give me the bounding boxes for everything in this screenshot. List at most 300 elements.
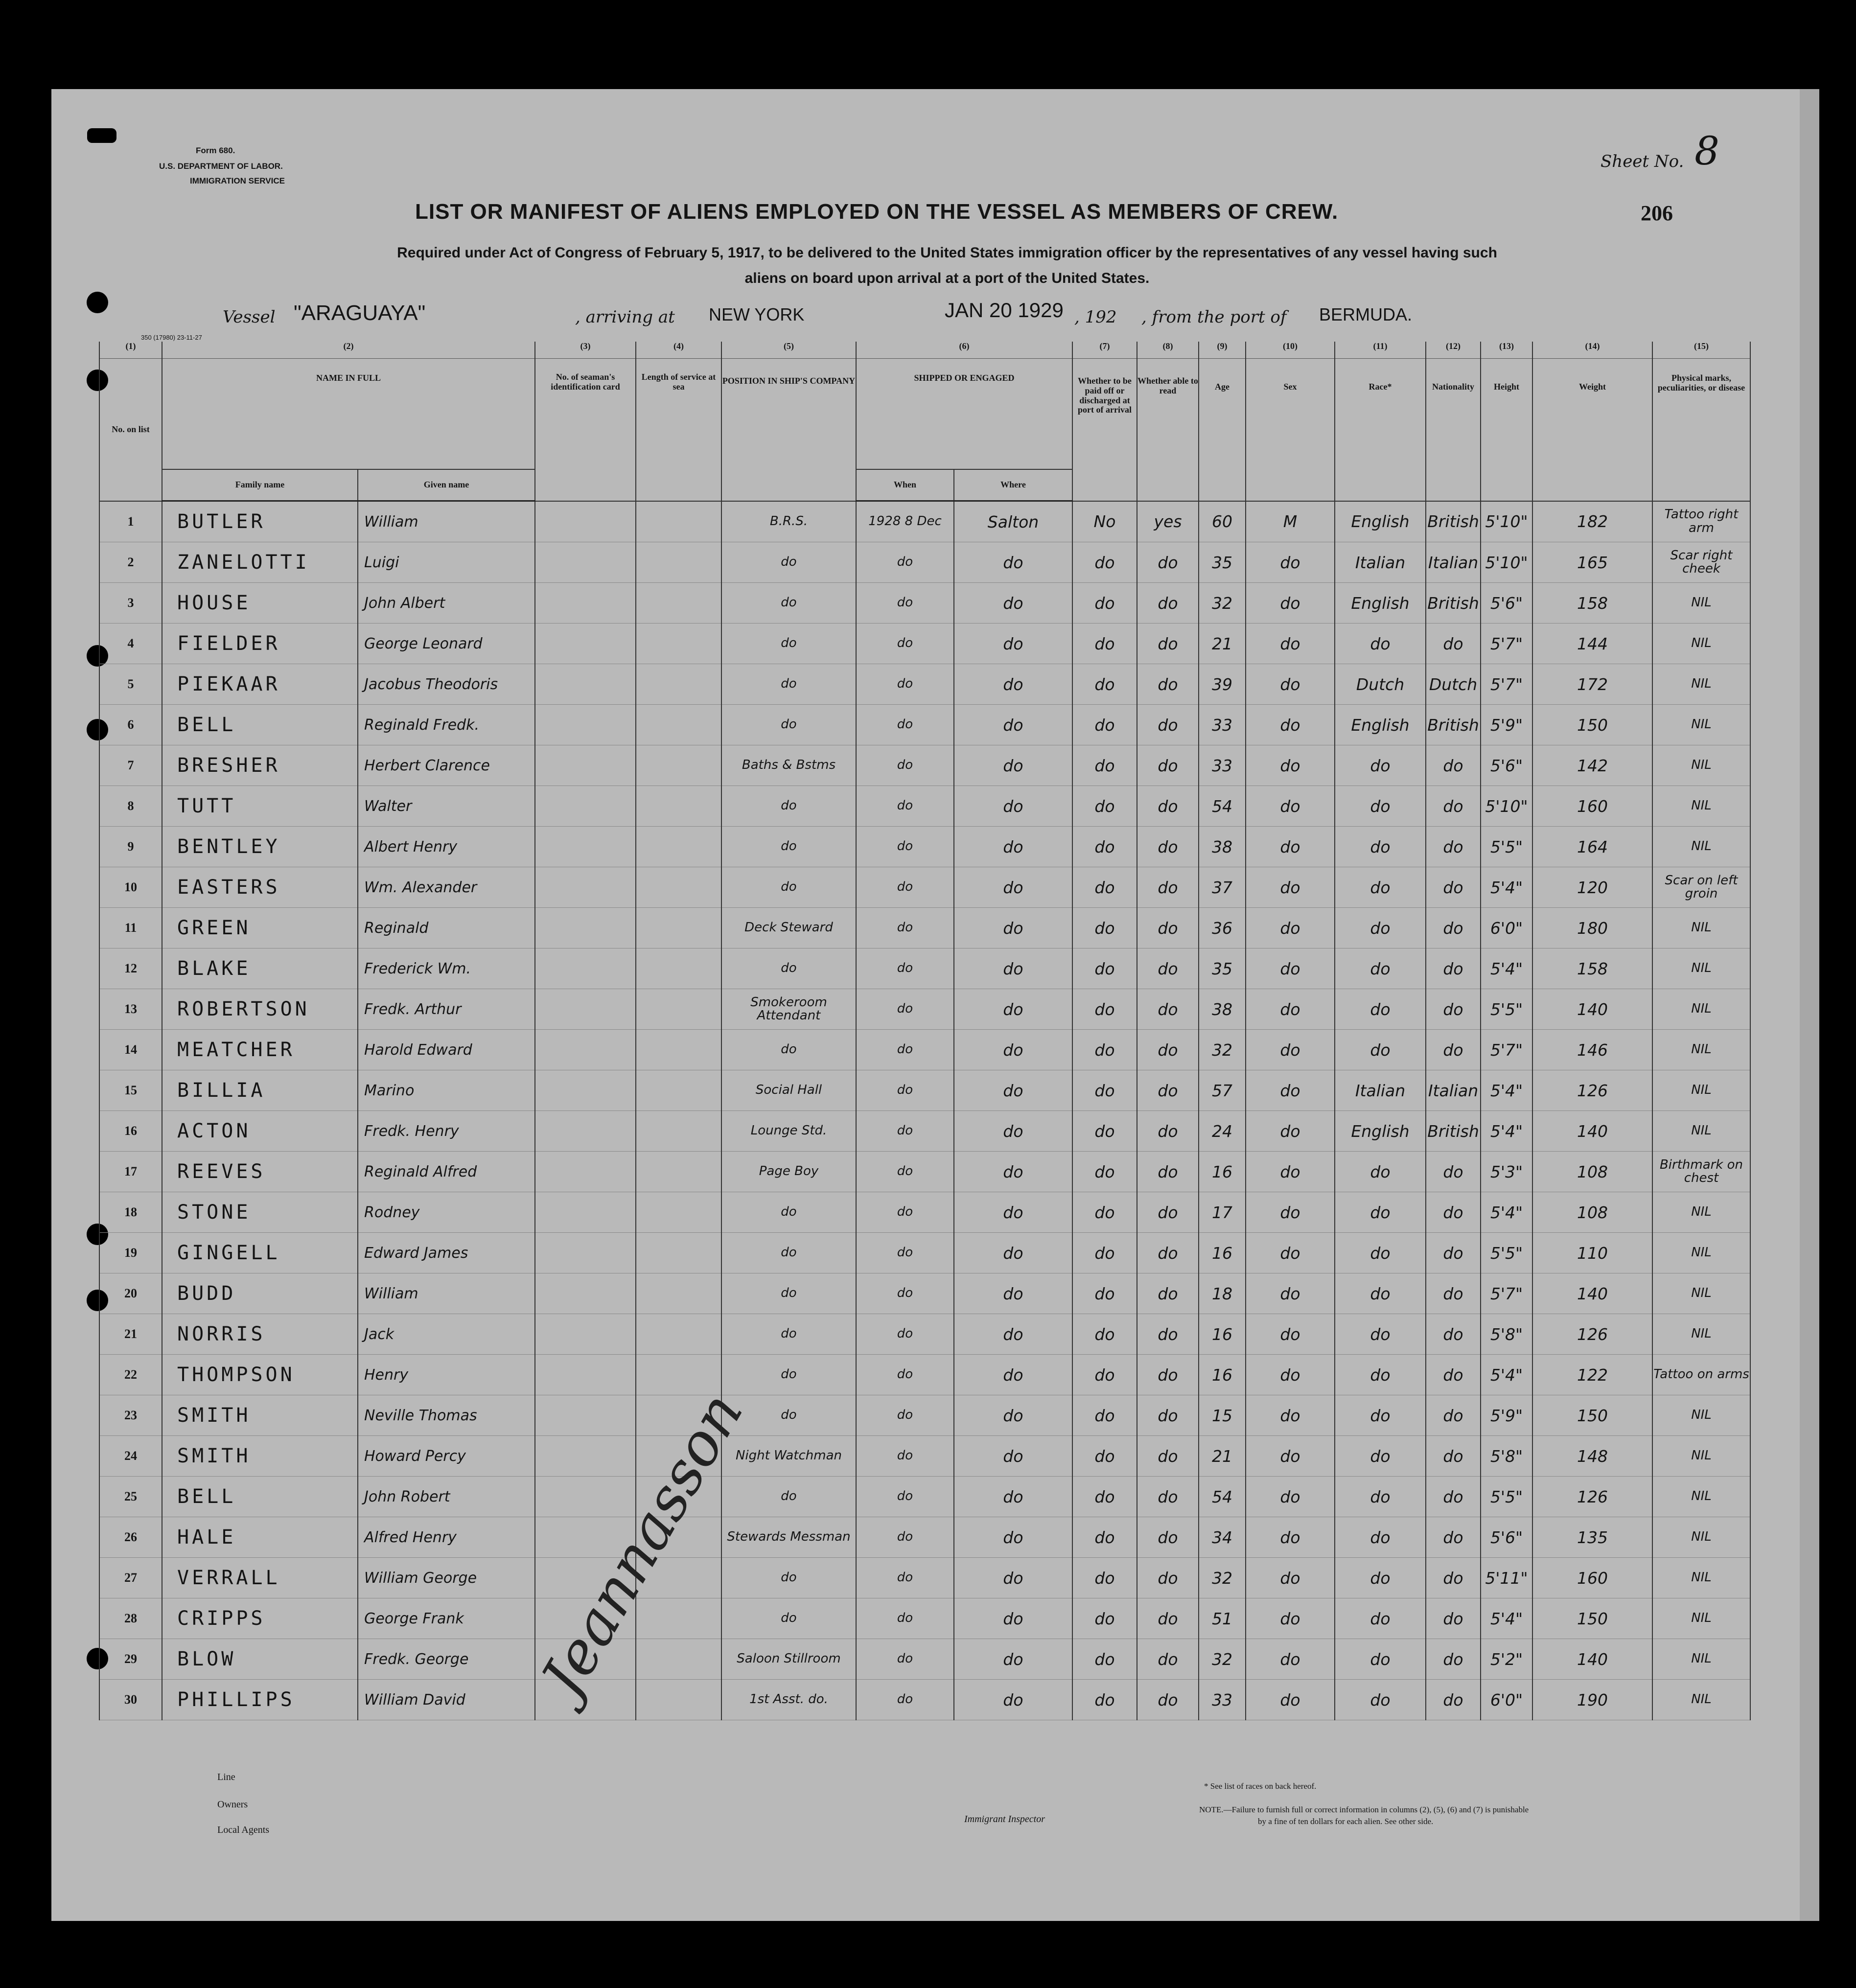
cell-position: B.R.S. bbox=[721, 501, 856, 542]
cell-service-length bbox=[636, 1030, 721, 1070]
cell-family-name: BLAKE bbox=[162, 948, 358, 989]
cell-race: do bbox=[1335, 1477, 1426, 1517]
cell-paid-off: do bbox=[1072, 1111, 1137, 1152]
cell-weight: 165 bbox=[1532, 542, 1652, 583]
cell-shipped-where: do bbox=[954, 624, 1072, 664]
cell-shipped-where: do bbox=[954, 827, 1072, 867]
cell-position: do bbox=[721, 948, 856, 989]
cell-given-name: Albert Henry bbox=[358, 827, 535, 867]
cell-given-name: William George bbox=[358, 1558, 535, 1598]
cell-shipped-when: do bbox=[856, 624, 954, 664]
cell-id-card bbox=[535, 1436, 636, 1477]
cell-race: do bbox=[1335, 908, 1426, 948]
cell-id-card bbox=[535, 1070, 636, 1111]
cell-weight: 142 bbox=[1532, 745, 1652, 786]
cell-able-to-read: do bbox=[1137, 908, 1199, 948]
cell-nationality: do bbox=[1426, 1639, 1481, 1680]
cell-given-name: William David bbox=[358, 1680, 535, 1720]
cell-shipped-when: do bbox=[856, 664, 954, 705]
cell-service-length bbox=[636, 1192, 721, 1233]
cell-age: 33 bbox=[1199, 705, 1246, 745]
cell-race: do bbox=[1335, 1273, 1426, 1314]
cell-height: 5'7" bbox=[1481, 1273, 1532, 1314]
cell-physical-marks: NIL bbox=[1652, 583, 1750, 624]
cell-service-length bbox=[636, 664, 721, 705]
cell-sex: do bbox=[1246, 583, 1335, 624]
colnum: (10) bbox=[1246, 342, 1335, 359]
cell-height: 5'4" bbox=[1481, 867, 1532, 908]
cell-position: Social Hall bbox=[721, 1070, 856, 1111]
cell-weight: 135 bbox=[1532, 1517, 1652, 1558]
requirement-line-1: Required under Act of Congress of February 5, 1917, to be delivered to the United States immigration officer by the representatives of any vessel having such bbox=[397, 245, 1497, 261]
cell-row-number: 24 bbox=[99, 1436, 162, 1477]
cell-nationality: do bbox=[1426, 786, 1481, 827]
cell-physical-marks: NIL bbox=[1652, 948, 1750, 989]
cell-shipped-when: do bbox=[856, 827, 954, 867]
col-header-service-length: Length of service at sea bbox=[636, 359, 721, 501]
cell-nationality: do bbox=[1426, 745, 1481, 786]
cell-family-name: PIEKAAR bbox=[162, 664, 358, 705]
cell-id-card bbox=[535, 827, 636, 867]
cell-weight: 120 bbox=[1532, 867, 1652, 908]
cell-paid-off: do bbox=[1072, 1598, 1137, 1639]
cell-age: 32 bbox=[1199, 583, 1246, 624]
header-row bbox=[99, 359, 1750, 470]
cell-age: 16 bbox=[1199, 1233, 1246, 1273]
col-header-sex: Sex bbox=[1246, 359, 1335, 501]
cell-row-number: 19 bbox=[99, 1233, 162, 1273]
cell-paid-off: do bbox=[1072, 1680, 1137, 1720]
table-row bbox=[99, 1355, 1750, 1395]
colnum: (6) bbox=[856, 342, 1072, 359]
cell-given-name: John Robert bbox=[358, 1477, 535, 1517]
cell-given-name: Edward James bbox=[358, 1233, 535, 1273]
cell-id-card bbox=[535, 1111, 636, 1152]
colnum: (2) bbox=[162, 342, 535, 359]
table-row bbox=[99, 745, 1750, 786]
cell-weight: 160 bbox=[1532, 1558, 1652, 1598]
cell-given-name: George Frank bbox=[358, 1598, 535, 1639]
cell-age: 38 bbox=[1199, 989, 1246, 1030]
cell-sex: do bbox=[1246, 1070, 1335, 1111]
cell-sex: do bbox=[1246, 867, 1335, 908]
cell-row-number: 12 bbox=[99, 948, 162, 989]
cell-sex: do bbox=[1246, 1395, 1335, 1436]
cell-nationality: Dutch bbox=[1426, 664, 1481, 705]
cell-able-to-read: do bbox=[1137, 1111, 1199, 1152]
service-name: IMMIGRATION SERVICE bbox=[190, 176, 285, 185]
table-row bbox=[99, 1152, 1750, 1192]
cell-age: 54 bbox=[1199, 1477, 1246, 1517]
cell-sex: do bbox=[1246, 1233, 1335, 1273]
cell-height: 5'4" bbox=[1481, 1070, 1532, 1111]
cell-sex: do bbox=[1246, 542, 1335, 583]
cell-physical-marks: NIL bbox=[1652, 745, 1750, 786]
table-row bbox=[99, 1395, 1750, 1436]
cell-shipped-where: do bbox=[954, 1233, 1072, 1273]
table-row bbox=[99, 1477, 1750, 1517]
table-row bbox=[99, 624, 1750, 664]
cell-shipped-where: do bbox=[954, 1152, 1072, 1192]
colnum: (4) bbox=[636, 342, 721, 359]
cell-position: do bbox=[721, 583, 856, 624]
cell-sex: do bbox=[1246, 786, 1335, 827]
cell-family-name: STONE bbox=[162, 1192, 358, 1233]
cell-position: Deck Steward bbox=[721, 908, 856, 948]
cell-race: English bbox=[1335, 1111, 1426, 1152]
cell-weight: 150 bbox=[1532, 705, 1652, 745]
cell-row-number: 27 bbox=[99, 1558, 162, 1598]
table-row bbox=[99, 1680, 1750, 1720]
cell-able-to-read: do bbox=[1137, 827, 1199, 867]
cell-weight: 140 bbox=[1532, 1639, 1652, 1680]
page-title: LIST OR MANIFEST OF ALIENS EMPLOYED ON THE VESSEL AS MEMBERS OF CREW. bbox=[415, 200, 1339, 224]
cell-family-name: BUTLER bbox=[162, 501, 358, 542]
cell-race: do bbox=[1335, 827, 1426, 867]
cell-height: 5'4" bbox=[1481, 1355, 1532, 1395]
cell-able-to-read: do bbox=[1137, 1436, 1199, 1477]
cell-physical-marks: NIL bbox=[1652, 705, 1750, 745]
cell-race: do bbox=[1335, 1355, 1426, 1395]
cell-age: 16 bbox=[1199, 1152, 1246, 1192]
cell-shipped-when: do bbox=[856, 989, 954, 1030]
cell-height: 5'10" bbox=[1481, 501, 1532, 542]
cell-row-number: 3 bbox=[99, 583, 162, 624]
cell-sex: do bbox=[1246, 1355, 1335, 1395]
cell-height: 5'4" bbox=[1481, 1111, 1532, 1152]
cell-race: do bbox=[1335, 1192, 1426, 1233]
cell-height: 5'8" bbox=[1481, 1436, 1532, 1477]
cell-id-card bbox=[535, 501, 636, 542]
cell-height: 6'0" bbox=[1481, 908, 1532, 948]
cell-shipped-where: do bbox=[954, 1477, 1072, 1517]
cell-age: 16 bbox=[1199, 1355, 1246, 1395]
cell-nationality: do bbox=[1426, 1314, 1481, 1355]
cell-shipped-when: do bbox=[856, 1152, 954, 1192]
table-row bbox=[99, 1436, 1750, 1477]
cell-shipped-where: do bbox=[954, 542, 1072, 583]
colnum: (8) bbox=[1137, 342, 1199, 359]
col-header-given-name: Given name bbox=[358, 469, 535, 501]
cell-age: 17 bbox=[1199, 1192, 1246, 1233]
cell-family-name: BENTLEY bbox=[162, 827, 358, 867]
cell-shipped-where: do bbox=[954, 1192, 1072, 1233]
cell-shipped-where: do bbox=[954, 1680, 1072, 1720]
cell-family-name: BILLIA bbox=[162, 1070, 358, 1111]
vessel-label: Vessel bbox=[223, 307, 276, 327]
cell-position: do bbox=[721, 1030, 856, 1070]
cell-physical-marks: NIL bbox=[1652, 1436, 1750, 1477]
cell-nationality: do bbox=[1426, 1192, 1481, 1233]
cell-id-card bbox=[535, 542, 636, 583]
cell-service-length bbox=[636, 583, 721, 624]
cell-nationality: do bbox=[1426, 867, 1481, 908]
cell-family-name: BELL bbox=[162, 705, 358, 745]
cell-family-name: ZANELOTTI bbox=[162, 542, 358, 583]
cell-given-name: Fredk. Arthur bbox=[358, 989, 535, 1030]
cell-height: 5'7" bbox=[1481, 624, 1532, 664]
cell-sex: do bbox=[1246, 1436, 1335, 1477]
cell-weight: 126 bbox=[1532, 1477, 1652, 1517]
cell-shipped-when: do bbox=[856, 1517, 954, 1558]
cell-shipped-when: do bbox=[856, 1395, 954, 1436]
cell-race: do bbox=[1335, 624, 1426, 664]
cell-family-name: SMITH bbox=[162, 1436, 358, 1477]
cell-nationality: Italian bbox=[1426, 1070, 1481, 1111]
cell-service-length bbox=[636, 542, 721, 583]
cell-given-name: Henry bbox=[358, 1355, 535, 1395]
col-header-age: Age bbox=[1199, 359, 1246, 501]
cell-sex: do bbox=[1246, 705, 1335, 745]
cell-physical-marks: Tattoo right arm bbox=[1652, 501, 1750, 542]
from-port-label: , from the port of bbox=[1141, 307, 1287, 327]
cell-service-length bbox=[636, 867, 721, 908]
cell-height: 5'10" bbox=[1481, 542, 1532, 583]
cell-weight: 144 bbox=[1532, 624, 1652, 664]
cell-row-number: 1 bbox=[99, 501, 162, 542]
colnum: (15) bbox=[1652, 342, 1750, 359]
cell-row-number: 5 bbox=[99, 664, 162, 705]
cell-shipped-when: 1928 8 Dec bbox=[856, 501, 954, 542]
cell-height: 5'4" bbox=[1481, 948, 1532, 989]
cell-weight: 150 bbox=[1532, 1395, 1652, 1436]
cell-paid-off: do bbox=[1072, 1639, 1137, 1680]
cell-shipped-where: do bbox=[954, 1558, 1072, 1598]
cell-physical-marks: Scar on left groin bbox=[1652, 867, 1750, 908]
cell-family-name: VERRALL bbox=[162, 1558, 358, 1598]
department-name: U.S. DEPARTMENT OF LABOR. bbox=[159, 162, 283, 171]
table-row bbox=[99, 1273, 1750, 1314]
cell-physical-marks: NIL bbox=[1652, 1233, 1750, 1273]
cell-given-name: Wm. Alexander bbox=[358, 867, 535, 908]
cell-race: do bbox=[1335, 1558, 1426, 1598]
col-header-shipped: SHIPPED OR ENGAGED bbox=[856, 359, 1072, 470]
cell-given-name: Jack bbox=[358, 1314, 535, 1355]
table-row bbox=[99, 664, 1750, 705]
col-header-nationality: Nationality bbox=[1426, 359, 1481, 501]
cell-position: do bbox=[721, 705, 856, 745]
cell-shipped-where: do bbox=[954, 1598, 1072, 1639]
cell-shipped-when: do bbox=[856, 1639, 954, 1680]
cell-given-name: William bbox=[358, 501, 535, 542]
cell-position: do bbox=[721, 1273, 856, 1314]
table-row bbox=[99, 1517, 1750, 1558]
cell-weight: 180 bbox=[1532, 908, 1652, 948]
cell-row-number: 22 bbox=[99, 1355, 162, 1395]
cell-nationality: do bbox=[1426, 1680, 1481, 1720]
page-edge bbox=[1800, 89, 1819, 1921]
col-header-name: NAME IN FULL bbox=[162, 359, 535, 470]
cell-age: 33 bbox=[1199, 745, 1246, 786]
cell-race: do bbox=[1335, 1598, 1426, 1639]
cell-age: 15 bbox=[1199, 1395, 1246, 1436]
table-row bbox=[99, 1639, 1750, 1680]
cell-physical-marks: NIL bbox=[1652, 1395, 1750, 1436]
colnum: (12) bbox=[1426, 342, 1481, 359]
owners-label: Owners bbox=[217, 1799, 248, 1810]
cell-able-to-read: do bbox=[1137, 1517, 1199, 1558]
cell-service-length bbox=[636, 1273, 721, 1314]
cell-physical-marks: Tattoo on arms bbox=[1652, 1355, 1750, 1395]
cell-id-card bbox=[535, 867, 636, 908]
cell-race: English bbox=[1335, 583, 1426, 624]
cell-height: 5'8" bbox=[1481, 1314, 1532, 1355]
cell-age: 60 bbox=[1199, 501, 1246, 542]
table-row bbox=[99, 501, 1750, 542]
cell-id-card bbox=[535, 989, 636, 1030]
cell-given-name: Fredk. George bbox=[358, 1639, 535, 1680]
cell-shipped-where: do bbox=[954, 1030, 1072, 1070]
cell-age: 32 bbox=[1199, 1639, 1246, 1680]
cell-weight: 108 bbox=[1532, 1152, 1652, 1192]
cell-paid-off: do bbox=[1072, 989, 1137, 1030]
cell-row-number: 11 bbox=[99, 908, 162, 948]
cell-sex: do bbox=[1246, 1152, 1335, 1192]
cell-row-number: 25 bbox=[99, 1477, 162, 1517]
cell-id-card bbox=[535, 705, 636, 745]
table-row bbox=[99, 1070, 1750, 1111]
cell-sex: do bbox=[1246, 1639, 1335, 1680]
cell-row-number: 4 bbox=[99, 624, 162, 664]
col-header-height: Height bbox=[1481, 359, 1532, 501]
arriving-port: NEW YORK bbox=[709, 304, 805, 324]
arriving-label: , arriving at bbox=[575, 307, 675, 327]
cell-race: do bbox=[1335, 1395, 1426, 1436]
cell-race: do bbox=[1335, 867, 1426, 908]
cell-position: Night Watchman bbox=[721, 1436, 856, 1477]
col-header-id-card: No. of seaman's identification card bbox=[535, 359, 636, 501]
cell-race: do bbox=[1335, 1314, 1426, 1355]
cell-height: 5'2" bbox=[1481, 1639, 1532, 1680]
cell-shipped-where: do bbox=[954, 664, 1072, 705]
cell-sex: do bbox=[1246, 1558, 1335, 1598]
cell-row-number: 7 bbox=[99, 745, 162, 786]
cell-age: 51 bbox=[1199, 1598, 1246, 1639]
cell-physical-marks: NIL bbox=[1652, 1517, 1750, 1558]
cell-physical-marks: NIL bbox=[1652, 1680, 1750, 1720]
cell-age: 16 bbox=[1199, 1314, 1246, 1355]
cell-height: 5'4" bbox=[1481, 1598, 1532, 1639]
cell-paid-off: do bbox=[1072, 1192, 1137, 1233]
cell-service-length bbox=[636, 1598, 721, 1639]
cell-given-name: Neville Thomas bbox=[358, 1395, 535, 1436]
cell-position: do bbox=[721, 1314, 856, 1355]
vessel-name: "ARAGUAYA" bbox=[294, 301, 426, 325]
cell-physical-marks: NIL bbox=[1652, 1639, 1750, 1680]
cell-service-length bbox=[636, 908, 721, 948]
colnum: (9) bbox=[1199, 342, 1246, 359]
cell-given-name: Alfred Henry bbox=[358, 1517, 535, 1558]
cell-id-card bbox=[535, 1233, 636, 1273]
cell-id-card bbox=[535, 1273, 636, 1314]
cell-row-number: 16 bbox=[99, 1111, 162, 1152]
cell-position: do bbox=[721, 1192, 856, 1233]
cell-nationality: do bbox=[1426, 1273, 1481, 1314]
cell-race: do bbox=[1335, 1152, 1426, 1192]
cell-age: 34 bbox=[1199, 1517, 1246, 1558]
cell-shipped-when: do bbox=[856, 1314, 954, 1355]
cell-given-name: Harold Edward bbox=[358, 1030, 535, 1070]
cell-shipped-when: do bbox=[856, 1030, 954, 1070]
cell-nationality: do bbox=[1426, 948, 1481, 989]
cell-nationality: British bbox=[1426, 705, 1481, 745]
cell-race: do bbox=[1335, 1639, 1426, 1680]
from-port: BERMUDA. bbox=[1319, 304, 1413, 324]
cell-family-name: GREEN bbox=[162, 908, 358, 948]
cell-position: do bbox=[721, 1355, 856, 1395]
cell-shipped-when: do bbox=[856, 867, 954, 908]
cell-row-number: 30 bbox=[99, 1680, 162, 1720]
cell-nationality: do bbox=[1426, 1355, 1481, 1395]
cell-height: 5'6" bbox=[1481, 1517, 1532, 1558]
inspector-signature: Jeannasson bbox=[529, 1381, 757, 1708]
cell-family-name: ACTON bbox=[162, 1111, 358, 1152]
cell-race: do bbox=[1335, 989, 1426, 1030]
cell-shipped-when: do bbox=[856, 1680, 954, 1720]
cell-given-name: George Leonard bbox=[358, 624, 535, 664]
cell-paid-off: do bbox=[1072, 542, 1137, 583]
cell-service-length bbox=[636, 1233, 721, 1273]
cell-weight: 140 bbox=[1532, 989, 1652, 1030]
cell-shipped-when: do bbox=[856, 1111, 954, 1152]
cell-weight: 172 bbox=[1532, 664, 1652, 705]
cell-shipped-where: do bbox=[954, 745, 1072, 786]
cell-shipped-where: do bbox=[954, 1517, 1072, 1558]
cell-paid-off: do bbox=[1072, 1070, 1137, 1111]
arrival-date: JAN 20 1929 bbox=[945, 299, 1064, 322]
cell-family-name: BUDD bbox=[162, 1273, 358, 1314]
cell-race: do bbox=[1335, 1436, 1426, 1477]
cell-paid-off: do bbox=[1072, 1436, 1137, 1477]
col-header-weight: Weight bbox=[1532, 359, 1652, 501]
cell-service-length bbox=[636, 745, 721, 786]
col-header-number: No. on list bbox=[99, 359, 162, 501]
cell-able-to-read: do bbox=[1137, 1233, 1199, 1273]
cell-row-number: 23 bbox=[99, 1395, 162, 1436]
cell-id-card bbox=[535, 1477, 636, 1517]
note-line-1: NOTE.—Failure to furnish full or correct information in columns (2), (5), (6) and (7) is punishable bbox=[1199, 1805, 1529, 1814]
cell-height: 5'3" bbox=[1481, 1152, 1532, 1192]
cell-weight: 148 bbox=[1532, 1436, 1652, 1477]
cell-physical-marks: NIL bbox=[1652, 1314, 1750, 1355]
cell-id-card bbox=[535, 786, 636, 827]
cell-physical-marks: NIL bbox=[1652, 1030, 1750, 1070]
cell-able-to-read: do bbox=[1137, 664, 1199, 705]
cell-shipped-where: do bbox=[954, 705, 1072, 745]
cell-service-length bbox=[636, 1314, 721, 1355]
cell-physical-marks: NIL bbox=[1652, 786, 1750, 827]
cell-physical-marks: NIL bbox=[1652, 1598, 1750, 1639]
cell-able-to-read: do bbox=[1137, 1395, 1199, 1436]
table-row bbox=[99, 989, 1750, 1030]
cell-shipped-where: do bbox=[954, 583, 1072, 624]
cell-physical-marks: NIL bbox=[1652, 624, 1750, 664]
cell-able-to-read: do bbox=[1137, 948, 1199, 989]
cell-given-name: Rodney bbox=[358, 1192, 535, 1233]
cell-able-to-read: do bbox=[1137, 1355, 1199, 1395]
cell-able-to-read: do bbox=[1137, 1192, 1199, 1233]
cell-physical-marks: NIL bbox=[1652, 989, 1750, 1030]
cell-nationality: do bbox=[1426, 908, 1481, 948]
cell-age: 37 bbox=[1199, 867, 1246, 908]
table-body bbox=[99, 501, 1750, 1720]
cell-weight: 190 bbox=[1532, 1680, 1652, 1720]
cell-nationality: do bbox=[1426, 624, 1481, 664]
cell-position: Saloon Stillroom bbox=[721, 1639, 856, 1680]
line-label: Line bbox=[217, 1772, 235, 1782]
cell-paid-off: do bbox=[1072, 786, 1137, 827]
cell-physical-marks: NIL bbox=[1652, 1192, 1750, 1233]
